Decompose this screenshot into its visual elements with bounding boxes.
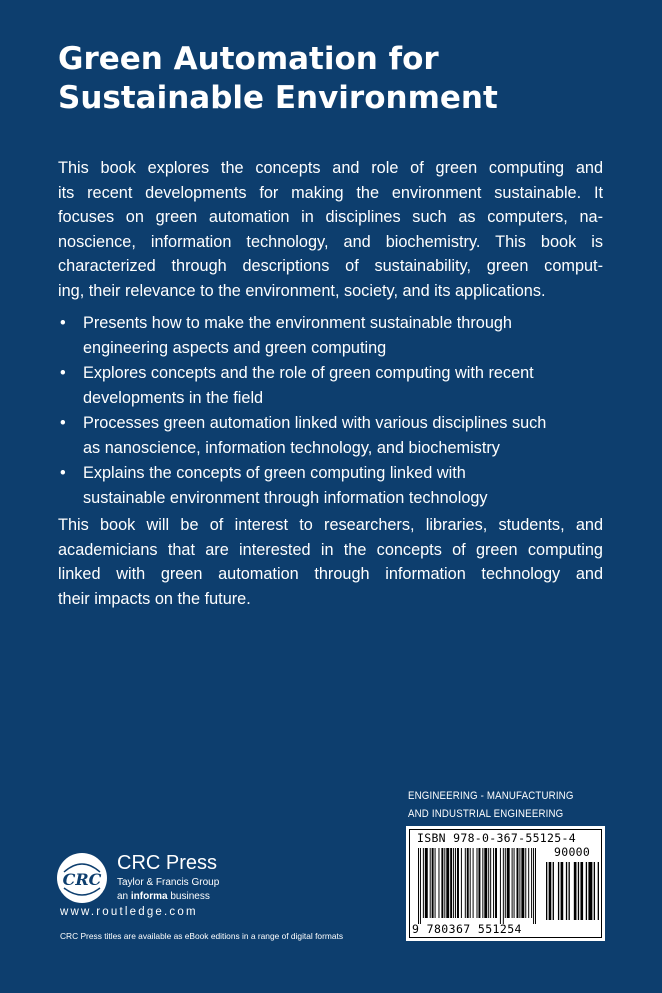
audience-paragraph (58, 513, 603, 611)
barcode-bar (484, 848, 487, 918)
intro-paragraph (58, 156, 603, 303)
barcode-bar (465, 848, 466, 918)
barcode-bar (578, 862, 579, 920)
barcode-bar (517, 848, 519, 918)
barcode-bar (588, 862, 592, 920)
audience-line: their impacts on the future. (58, 589, 251, 608)
barcode-bar (586, 862, 587, 920)
barcode-frame (409, 829, 602, 938)
barcode-bar (514, 848, 515, 918)
barcode-bar (549, 862, 552, 920)
barcode-bar (430, 848, 431, 918)
price-addon-code: 90000 (554, 845, 591, 859)
intro-line: ing, their relevance to the environment, society, and its applications. (58, 281, 546, 300)
barcode-bar (574, 862, 577, 920)
bullet-text: Presents how to make the environment sustainable through (83, 314, 512, 332)
bullet-text: as nanoscience, information technology, and biochemistry (83, 438, 500, 457)
book-title-line-2: Sustainable Environment (58, 80, 498, 116)
ebook-availability-note: CRC Press titles are available as eBook editions in a range of digital formats (60, 931, 344, 941)
bullet-text: engineering aspects and green computing (83, 338, 387, 357)
barcode-bar (580, 862, 583, 920)
barcode-bar (519, 848, 520, 918)
barcode-bar (432, 848, 434, 918)
barcode-bar (477, 848, 478, 918)
barcode-bar (455, 848, 456, 918)
informa-prefix: an (117, 891, 131, 902)
bullet-text: Explores concepts and the role of green computing with recent (83, 364, 534, 382)
category-line-1: ENGINEERING - MANUFACTURING (408, 790, 574, 802)
barcode-bar (457, 848, 459, 918)
bullet-marker: • (60, 464, 66, 482)
addon-barcode-bars (546, 862, 599, 926)
bullet-item (58, 411, 608, 460)
barcode-bar (446, 848, 449, 918)
category-line-2: AND INDUSTRIAL ENGINEERING (408, 808, 564, 820)
bullet-marker: • (60, 364, 66, 382)
barcode-bar (467, 848, 469, 918)
bullet-item (58, 361, 608, 410)
barcode-bar (435, 848, 436, 918)
barcode-bar (503, 848, 504, 924)
intro-line: This book explores the concepts and role of green computing and (58, 159, 603, 177)
barcode-bar (418, 848, 419, 924)
audience-line: This book will be of interest to researchers, libraries, students, and (58, 516, 603, 534)
barcode-bar (493, 848, 494, 918)
bullet-text: developments in the field (83, 388, 264, 407)
isbn-label: ISBN 978-0-367-55125-4 (417, 831, 576, 845)
intro-line: focuses on green automation in disciplines such as computers, na- (58, 208, 603, 226)
intro-line: characterized through descriptions of sustainability, green comput- (58, 257, 603, 275)
barcode-bar (490, 848, 491, 918)
barcode-bar (512, 848, 513, 918)
subject-category (408, 787, 574, 823)
intro-line: its recent developments for making the environment sustainable. It (58, 183, 603, 202)
bullet-text: Processes green automation linked with various disciplines such (83, 414, 547, 432)
barcode-bar (505, 848, 506, 918)
informa-tagline (117, 890, 219, 903)
barcode-bar (525, 848, 526, 918)
barcode-bars (418, 848, 536, 924)
feature-bullet-list (58, 311, 608, 511)
crc-logo (56, 852, 108, 904)
barcode-bar (444, 848, 445, 918)
barcode-bar (528, 848, 529, 918)
informa-word: informa (130, 891, 168, 902)
barcode-bar (598, 862, 599, 920)
barcode-bar (478, 848, 480, 918)
crc-logo-text: CRC (62, 870, 102, 889)
informa-suffix: business (167, 891, 210, 902)
barcode-bar (594, 862, 595, 920)
audience-line: academicians that are interested in the concepts of green computing (58, 540, 603, 559)
book-title (58, 40, 618, 118)
barcode-bar (533, 848, 534, 924)
book-title-line-1: Green Automation for (58, 41, 439, 77)
barcode-bar (500, 848, 501, 924)
barcode-bar (566, 862, 567, 920)
bullet-item (58, 311, 608, 360)
barcode-bar (531, 848, 532, 918)
barcode-bar (495, 848, 497, 918)
publisher-group: Taylor & Francis Group (117, 877, 220, 888)
barcode-bar (420, 848, 421, 924)
barcode-bar (569, 862, 570, 920)
barcode-bar (473, 848, 474, 918)
ean-number: 9 780367 551254 (412, 922, 522, 936)
barcode-bar (441, 848, 443, 918)
barcode-bar (453, 848, 454, 918)
isbn-barcode (406, 826, 605, 941)
barcode-bar (488, 848, 489, 918)
barcode-bar (535, 848, 536, 924)
bullet-text: sustainable environment through information technology (83, 488, 488, 507)
publisher-block (117, 852, 219, 903)
barcode-bar (482, 848, 483, 918)
bullet-marker: • (60, 314, 66, 332)
barcode-bar (450, 848, 452, 918)
bullet-text: Explains the concepts of green computing linked with (83, 464, 466, 482)
bullet-item (58, 461, 608, 510)
barcode-bar (461, 848, 462, 918)
intro-line: noscience, information technology, and biochemistry. This book is (58, 232, 603, 251)
bullet-marker: • (60, 414, 66, 432)
publisher-name: CRC Press (117, 852, 218, 874)
audience-line: linked with green automation through information technology and (58, 565, 603, 583)
publisher-website: www.routledge.com (60, 906, 198, 918)
barcode-bar (438, 848, 439, 918)
barcode-bar (546, 862, 547, 920)
barcode-bar (553, 862, 554, 920)
barcode-bar (425, 848, 428, 918)
barcode-bar (507, 848, 510, 918)
barcode-bar (470, 848, 471, 918)
barcode-bar (558, 862, 559, 920)
barcode-bar (561, 862, 564, 920)
barcode-bar (423, 848, 424, 918)
barcode-bar (521, 848, 524, 918)
